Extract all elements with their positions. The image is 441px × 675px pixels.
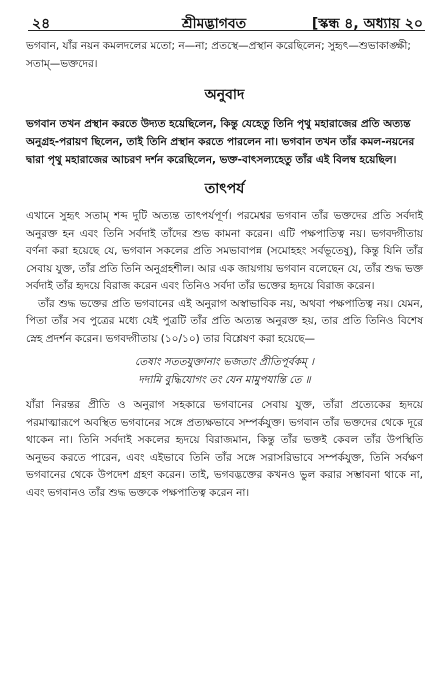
translation-heading: অনুবাদ [204, 87, 245, 103]
purport-paragraph-2: তাঁর শুদ্ধ ভক্তের প্রতি ভগবানের এই অনুরাগ অস্বাভাবিক নয়, অথবা পক্ষপাতিত্ব নয়। যেমন, পিতা তাঁর সব পুত্রের মধ্যে যেই পুত্রটি তাঁর প্রতি অত্যন্ত অনুরক্ত হয়, তার প্রতি তিনিও বিশেষ স্নেহ প্রদর্শন করেন। ভগবদ্গীতায় (১০/১০) তার বিশ্লেষণ করা হয়েছে— [26, 297, 423, 345]
synonyms-text: ভগবান, যাঁর নয়ন কমলদলের মতো; ন—না; প্রতস্থে—প্রস্থান করেছিলেন; সুহৃৎ—শুভাকাঙ্ক্ষী; সতাম্—ভক্তদের। [26, 40, 411, 70]
purport-heading: তাৎপর্য [204, 180, 245, 197]
verse-block [26, 353, 423, 389]
purport-paragraph-3: যাঁরা নিরন্তর প্রীতি ও অনুরাগ সহকারে ভগবানের সেবায় যুক্ত, তাঁরা প্রত্যেকের হৃদয়ে পরমাত্মারূপে অবস্থিত ভগবানের সঙ্গে প্রত্যক্ষভাবে সম্পর্কযুক্ত। ভগবান তাঁর ভক্তদের থেকে দূরে থাকেন না। তিনি সর্বদাই সকলের হৃদয়ে বিরাজমান, কিন্তু তাঁর ভক্তই কেবল তাঁর উপস্থিতি অনুভব করতে পারেন, এবং এইভাবে তিনি তাঁর সঙ্গে সরাসরিভাবে সম্পর্কযুক্ত, তিনি সর্বক্ষণ ভগবানের থেকে উপদেশ গ্রহণ করেন। তাই, ভগবদ্ভক্তের কখনও ভুল করার সম্ভাবনা থাকে না, এবং ভগবানও তাঁর শুদ্ধ ভক্তকে পক্ষপাতিত্ব করেন না। [26, 399, 423, 499]
verse-line-2: দদামি বুদ্ধিযোগং তং যেন মামুপযান্তি তে ॥ [138, 374, 311, 386]
page-number: ২৪ [32, 16, 51, 32]
page-content [26, 38, 423, 502]
purport-paragraph-1: এখানে সুহৃৎ সতাম্ শব্দ দুটি অত্যন্ত তাৎপর্যপূর্ণ। পরমেশ্বর ভগবান তাঁর ভক্তদের প্রতি সর্বদাই অনুরক্ত হন এবং তিনি সর্বদাই তাঁদের শুভ কামনা করেন। এটি পক্ষপাতিত্ব নয়। ভগবদ্গীতায় বর্ণনা করা হয়েছে যে, ভগবান সকলের প্রতি সমভাবাপন্ন (সমোহহং সর্বভূতেষু), কিন্তু যিনি তাঁর সেবায় যুক্ত, তাঁর প্রতি তিনি অনুগ্রহশীল। আর এক জায়গায় ভগবান বলেছেন যে, তাঁর শুদ্ধ ভক্ত সর্বদাই তাঁর হৃদয়ে বিরাজ করেন এবং তিনিও সর্বদা তাঁর ভক্তের হৃদয়ে বিরাজ করেন। [26, 210, 423, 292]
book-title: শ্রীমদ্ভাগবত [182, 16, 247, 32]
chapter-reference: [স্কন্ধ ৪, অধ্যায় ২০ [311, 16, 423, 32]
translation-text: ভগবান তখন প্রস্থান করতে উদ্যত হয়েছিলেন, কিন্তু যেহেতু তিনি পৃথু মহারাজের প্রতি অত্যন্ত অনুগ্রহ-পরায়ণ ছিলেন, তাই তিনি প্রস্থান করতে পারলেন না। ভগবান তখন তাঁর কমল-নয়নের দ্বারা পৃথু মহারাজের আচরণ দর্শন করেছিলেন, ভক্ত-বাৎসল্যহেতু তাঁর এই বিলম্ব হয়েছিল। [26, 117, 415, 166]
verse-line-1: তেষাং সততযুক্তানাং ভজতাং প্রীতিপূর্বকম্ । [135, 356, 314, 368]
header-rule [28, 30, 425, 31]
